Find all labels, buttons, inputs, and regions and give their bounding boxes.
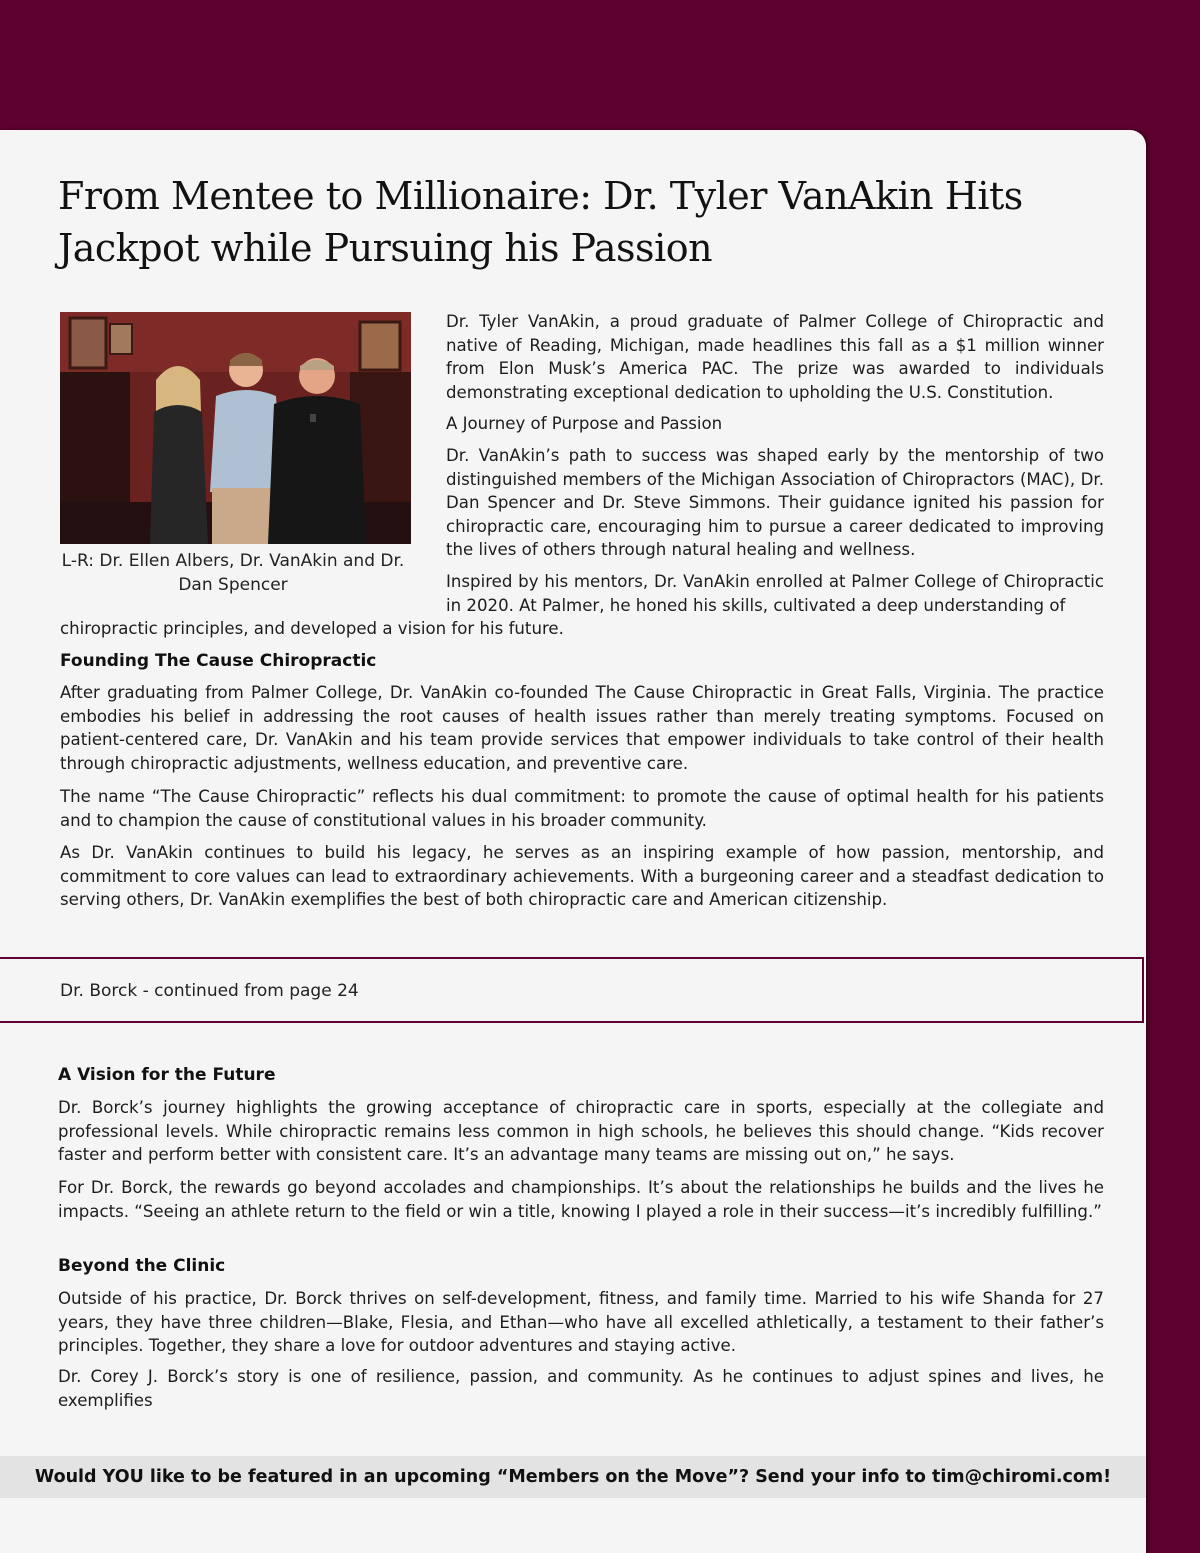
article-intro: Dr. Tyler VanAkin, a proud graduate of Palmer College of Chiropractic and native of Reading, Michigan, made headlines this fall as a $1 million winner from Elon Musk’s America PAC. The prize was awarded to individuals demonstrating exceptional dedication to upholding the U.S. Constitution. (446, 312, 1104, 402)
photo-caption: L-R: Dr. Ellen Albers, Dr. VanAkin and Dr. Dan Spencer (61, 551, 405, 595)
vision-paragraph-2: For Dr. Borck, the rewards go beyond accolades and championships. It’s about the relationships he builds and the lives he impacts. “Seeing an athlete return to the field or win a title, knowing I played a role in their success—it’s incredibly fulfilling.” (58, 1178, 1104, 1221)
beyond-paragraph-2: Dr. Corey J. Borck’s story is one of resilience, passion, and community. As he continues to adjust spines and lives, he exemplifies (58, 1367, 1104, 1410)
journey-paragraph-1: Dr. VanAkin’s path to success was shaped early by the mentorship of two distinguished members of the Michigan Association of Chiropractors (MAC), Dr. Dan Spencer and Dr. Steve Simmons. Their guidance ignited his passion for chiropractic care, encouraging him to pursue a career dedicated to improving the lives of others through natural healing and wellness. (446, 446, 1104, 559)
journey-paragraph-2a: Inspired by his mentors, Dr. VanAkin enrolled at Palmer College of Chiropractic in 2020. At Palmer, he honed his skills, cultivated a deep understanding of (446, 572, 1104, 615)
heading-beyond: Beyond the Clinic (58, 1256, 226, 1276)
heading-founding: Founding The Cause Chiropractic (60, 651, 377, 671)
heading-vision: A Vision for the Future (58, 1065, 276, 1085)
beyond-paragraph-1: Outside of his practice, Dr. Borck thrives on self-development, fitness, and family time. Married to his wife Shanda for 27 years, they have three children—Blake, Flesia, and Ethan—who have all excelled athletically, a testament to their father’s principles. Together, they share a love for outdoor adventures and staying active. (58, 1289, 1104, 1355)
founding-paragraph-2: The name “The Cause Chiropractic” reflects his dual commitment: to promote the cause of optimal health for his patients and to champion the cause of constitutional values in his broader community. (60, 787, 1104, 830)
article-title: From Mentee to Millionaire: Dr. Tyler VanAkin Hits Jackpot while Pursuing his Passion (58, 174, 1023, 270)
cta-banner: Would YOU like to be featured in an upcoming “Members on the Move”? Send your info to tim@chiromi.com! (0, 1456, 1146, 1498)
article-photo (60, 312, 411, 544)
continued-banner (0, 957, 1144, 1023)
vision-paragraph-1: Dr. Borck’s journey highlights the growing acceptance of chiropractic care in sports, especially at the collegiate and professional levels. While chiropractic remains less common in high schools, he believes this should change. “Kids recover faster and perform better with consistent care. It’s an advantage many teams are missing out on,” he says. (58, 1098, 1104, 1164)
founding-paragraph-3: As Dr. VanAkin continues to build his legacy, he serves as an inspiring example of how passion, mentorship, and commitment to core values can lead to extraordinary achievements. With a burgeoning career and a steadfast dedication to serving others, Dr. VanAkin exemplifies the best of both chiropractic care and American citizenship. (60, 843, 1104, 909)
subhead-journey: A Journey of Purpose and Passion (446, 414, 723, 433)
founding-paragraph-1: After graduating from Palmer College, Dr. VanAkin co-founded The Cause Chiropractic in Great Falls, Virginia. The practice embodies his belief in addressing the root causes of health issues rather than merely treating symptoms. Focused on patient-centered care, Dr. VanAkin and his team provide services that empower individuals to take control of their health through chiropractic adjustments, wellness education, and preventive care. (60, 683, 1104, 773)
journey-paragraph-2b: chiropractic principles, and developed a vision for his future. (60, 619, 564, 638)
page-sheet (0, 130, 1146, 1553)
continued-label: Dr. Borck - continued from page 24 (60, 981, 359, 1001)
